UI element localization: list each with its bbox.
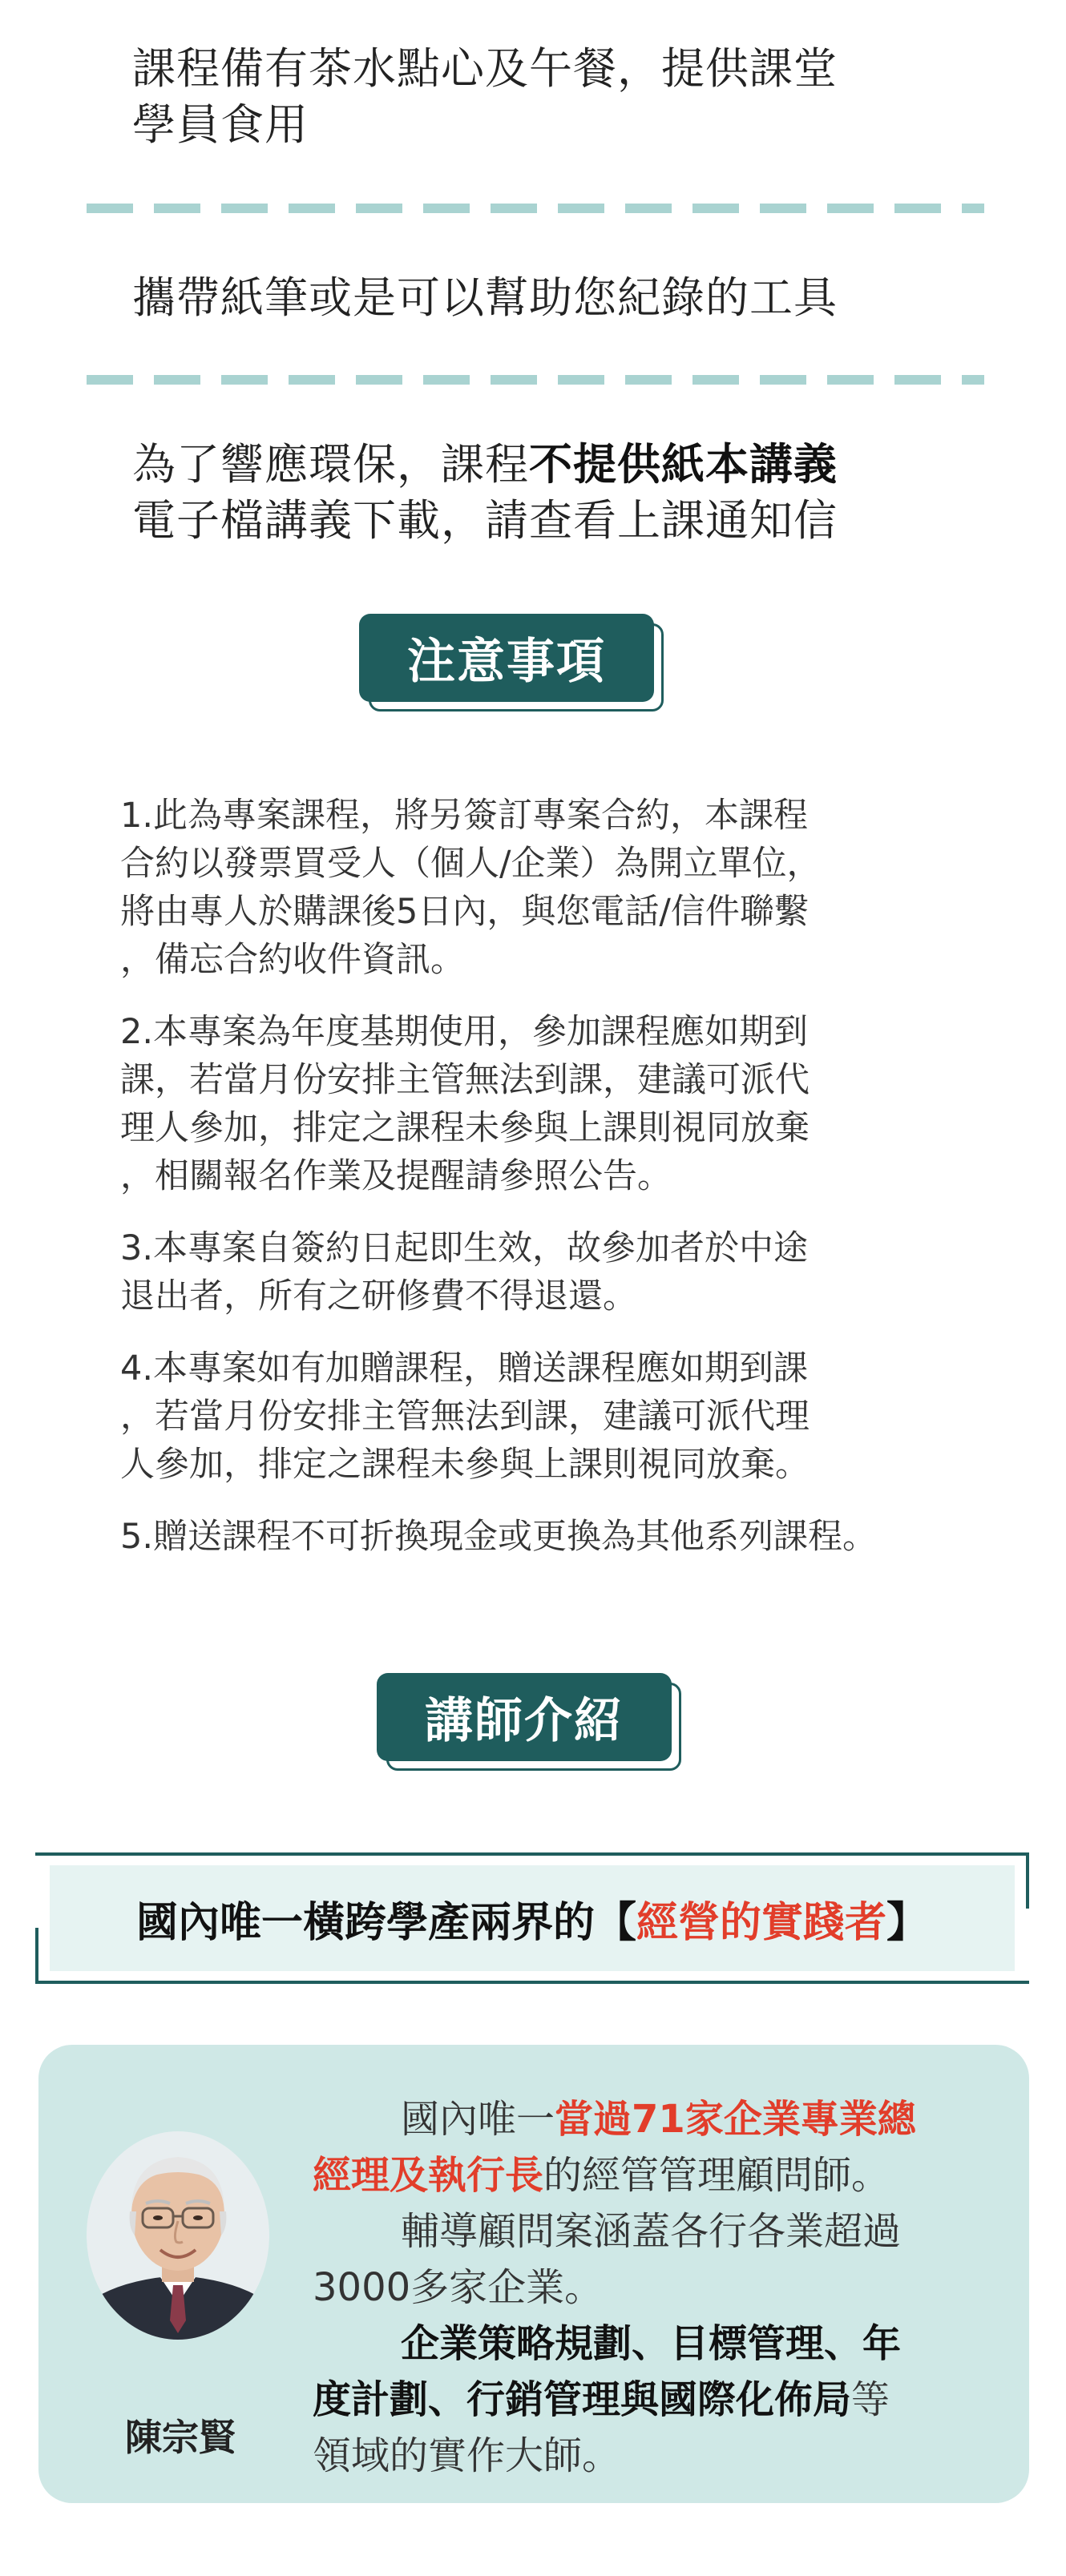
bio-highlight: 當過71家企業專業總 (555, 2097, 916, 2142)
intro-item-3-line-2: 電子檔講義下載，請查看上課通知信 (132, 495, 838, 546)
bio-text: 的經管管理顧問師。 (543, 2153, 890, 2198)
dashed-divider-2 (87, 375, 984, 385)
bio-text: 輔導顧問案涵蓋各行各業超過 (401, 2209, 902, 2254)
notice-item-1-line: 合約以發票買受人（個人/企業）為開立單位， (120, 844, 822, 884)
intro-item-1-line-2: 學員食用 (132, 99, 309, 150)
bio-text: 國內唯一 (401, 2097, 555, 2142)
notice-item-2 (120, 1008, 986, 1200)
notice-item-4-line: 人參加，排定之課程未參與上課則視同放棄。 (120, 1445, 810, 1485)
bio-line-4: 3000多家企業。 (313, 2265, 604, 2310)
notice-title: 注意事項 (359, 614, 654, 702)
frame-line (35, 1852, 1029, 1856)
bio-text: 等 (851, 2377, 890, 2422)
intro-item-3-normal: 為了響應環保，課程 (132, 439, 529, 490)
tagline-suffix: 】 (886, 1898, 929, 1947)
tagline-prefix: 國內唯一橫跨學產兩界的【 (135, 1898, 636, 1947)
frame-line (1026, 1852, 1029, 1909)
notice-item-4 (120, 1344, 986, 1489)
instructor-portrait-icon (87, 2131, 269, 2340)
instructor-title: 講師介紹 (377, 1673, 672, 1761)
frame-line (35, 1981, 1029, 1984)
bio-line-3 (313, 2203, 978, 2260)
notice-item-2-line: ，相關報名作業及提醒請參照公告。 (120, 1156, 672, 1196)
notice-item-2-line: 2.本專案為年度基期使用，參加課程應如期到 (120, 1012, 809, 1052)
notice-item-3-line: 3.本專案自簽約日起即生效，故參加者於中途 (120, 1228, 809, 1268)
intro-item-2: 攜帶紙筆或是可以幫助您紀錄的工具 (132, 272, 838, 323)
notice-item-1-line: ，備忘合約收件資訊。 (120, 940, 465, 980)
notice-item-4-line: 4.本專案如有加贈課程，贈送課程應如期到課 (120, 1348, 809, 1389)
notice-item-1-line: 將由專人於購課後5日內，與您電話/信件聯繫 (120, 892, 809, 932)
notice-section-header (359, 614, 654, 702)
notice-item-5 (120, 1513, 986, 1561)
bio-line-7: 領域的實作大師。 (313, 2433, 621, 2478)
bio-bold: 度計劃、行銷管理與國際化佈局 (313, 2377, 852, 2422)
notice-item-3 (120, 1224, 986, 1320)
bio-bold: 企業策略規劃、目標管理、年 (401, 2321, 902, 2366)
frame-line (35, 1928, 38, 1984)
dashed-divider-1 (87, 204, 984, 213)
tagline-highlight: 經營的實踐者 (636, 1898, 886, 1947)
intro-item-3-bold: 不提供紙本講義 (529, 439, 838, 490)
notice-item-3-line: 退出者，所有之研修費不得退還。 (120, 1276, 637, 1316)
notice-item-2-line: 理人參加，排定之課程未參與上課則視同放棄 (120, 1108, 810, 1148)
tagline-banner-frame (35, 1852, 1029, 1984)
intro-item-3-line-1 (132, 437, 966, 492)
bio-line-2 (313, 2147, 978, 2203)
notice-item-5-line: 5.贈送課程不可折換現金或更換為其他系列課程。 (120, 1517, 878, 1557)
notice-item-1 (120, 792, 986, 984)
tagline-banner (50, 1865, 1015, 1971)
notice-item-2-line: 課，若當月份安排主管無法到課，建議可派代 (120, 1060, 810, 1100)
instructor-section-header (377, 1673, 672, 1761)
bio-highlight: 經理及執行長 (313, 2153, 544, 2198)
bio-line-1 (313, 2091, 978, 2147)
notice-item-4-line: ，若當月份安排主管無法到課，建議可派代理 (120, 1397, 810, 1437)
bio-line-5 (313, 2316, 978, 2372)
instructor-avatar (87, 2131, 269, 2340)
intro-item-1-line-1: 課程備有茶水點心及午餐，提供課堂 (132, 43, 838, 94)
instructor-name: 陳宗賢 (125, 2416, 236, 2459)
bio-line-6 (313, 2372, 978, 2428)
notice-item-1-line: 1.此為專案課程，將另簽訂專案合約，本課程 (120, 796, 809, 836)
